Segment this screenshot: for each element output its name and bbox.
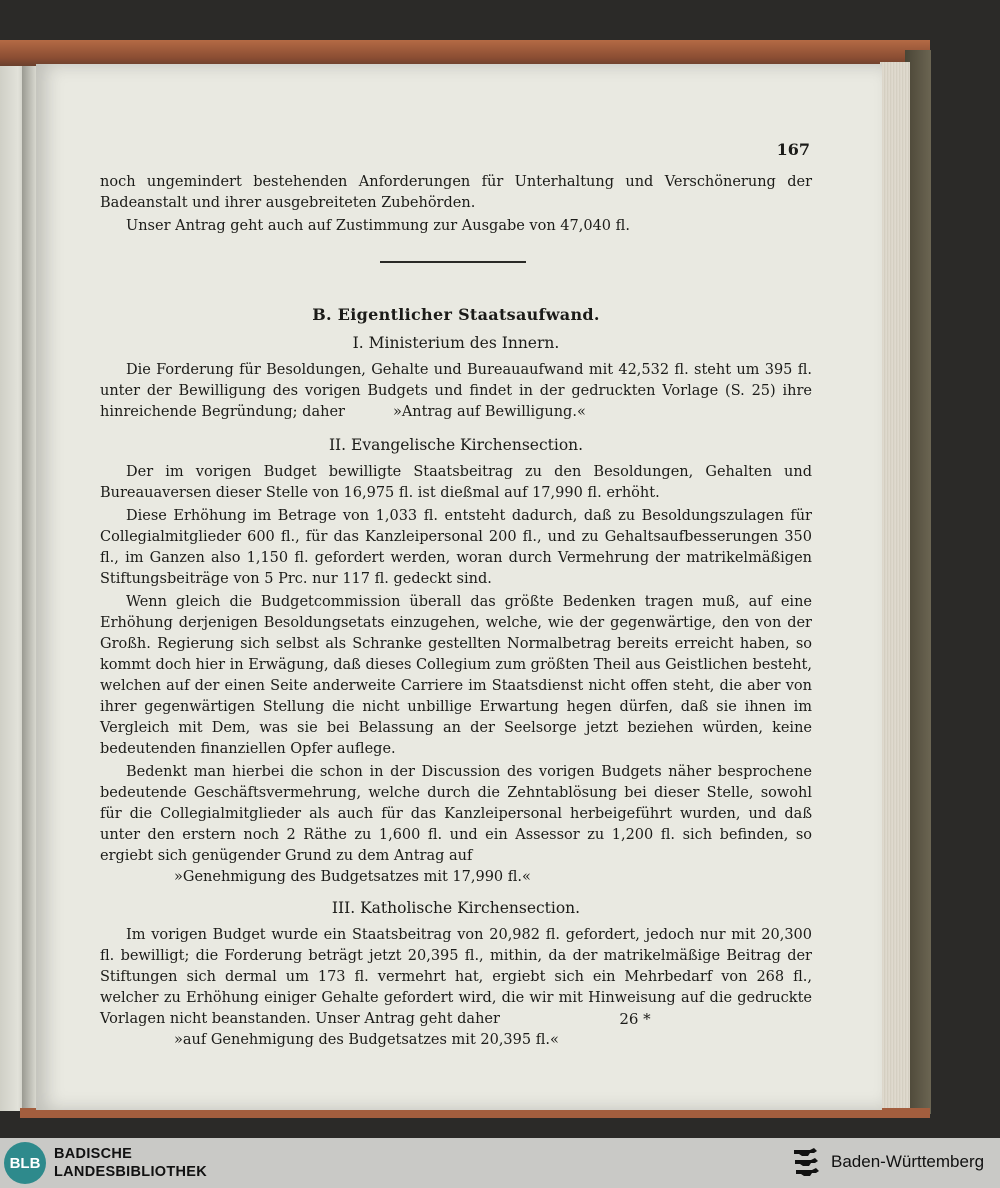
section-3-motion: »auf Genehmigung des Budgetsatzes mit 20,395 fl.« [174, 1032, 559, 1048]
main-block [100, 304, 812, 1051]
library-name[interactable] [54, 1145, 207, 1181]
library-name-line1: BADISCHE [54, 1146, 133, 1162]
footer-bar [0, 1138, 1000, 1188]
section-b-heading: B. Eigentlicher Staatsaufwand. [312, 305, 600, 324]
section-1-motion: »Antrag auf Bewilligung.« [392, 404, 586, 420]
section-3-paragraph: Im vorigen Budget wurde ein Staatsbeitrag von 20,982 fl. gefordert, jedoch nur mit 20,300 fl. bewilligt; die Forderung beträgt jetzt 20,395 fl., mithin, da der matrikelmäßige Beitrag der Stiftungen sich dermal um 173 fl. vermehrt hat, ergiebt sich ein Mehrbedarf von 268 fl., welcher zu Erhöhung einiger Gehalte gefordert wird, die wir mit Hinweisung auf die gedruckte Vorlagen nicht beanstanden. Unser Antrag geht daher [100, 927, 812, 1027]
intro-block [100, 172, 812, 237]
intro-proposal: Unser Antrag geht auch auf Zustimmung zur Ausgabe von 47,040 fl. [126, 218, 630, 234]
lions-crest-icon [792, 1146, 822, 1180]
state-name[interactable]: Baden-Württemberg [831, 1152, 985, 1171]
book-gutter [22, 66, 36, 1111]
page-stack-edges [880, 62, 910, 1112]
section-2-motion: »Genehmigung des Budgetsatzes mit 17,990 fl.« [174, 869, 531, 885]
intro-paragraph: noch ungemindert bestehenden Anforderungen für Unterhaltung und Verschönerung der Badeanstalt und ihrer ausgebreiteten Zubehörden. [100, 174, 812, 211]
section-1-paragraph [100, 360, 812, 423]
section-2-paragraph-3: Wenn gleich die Budgetcommission überall das größte Bedenken tragen muß, auf eine Erhöhung derjenigen Besoldungsetats einzugehen, welche, wie der gegenwärtige, den von der Großh. Regierung sich selbst als Schranke gestellten Normalbetrag bereits erreicht haben, so kommt doch hier in Erwägung, daß dieses Collegium zum größten Theil aus Geistlichen besteht, welchen auf der einen Seite anderweite Carriere im Staatsdienst nicht offen steht, die aber von ihrer gegenwärtigen Stellung die nicht unbillige Erwartung hegen dürfen, daß sie ihnen im Vergleich mit Dem, was sie bei Belassung an der Seelsorge jetzt beziehen würden, keine bedeutenden finanziellen Opfer auflege. [100, 594, 812, 757]
section-3-title: III. Katholische Kirchensection. [331, 899, 581, 917]
section-1-title: I. Ministerium des Innern. [352, 334, 560, 352]
section-2-paragraph-1: Der im vorigen Budget bewilligte Staatsbeitrag zu den Besoldungen, Gehalten und Bureauaversen dieser Stelle von 16,975 fl. ist dießmal auf 17,990 fl. erhöht. [100, 464, 812, 501]
signature-mark: 26 * [619, 1010, 651, 1028]
library-name-line2: LANDESBIBLIOTHEK [54, 1164, 208, 1180]
section-2-paragraph-4: Bedenkt man hierbei die schon in der Discussion des vorigen Budgets näher besprochene bedeutende Geschäftsvermehrung, welche durch die Zehntablösung bei dieser Stelle, sowohl für die Collegialmitglieder als auch für das Kanzleipersonal herbeigeführt wurden, und daß unter den erstern noch 2 Räthe zu 1,600 fl. und ein Assessor zu 1,200 fl. sich befinden, so ergiebt sich genügender Grund zu dem Antrag auf [100, 764, 812, 864]
section-2-title: II. Evangelische Kirchensection. [328, 436, 584, 454]
section-2-paragraph-2: Diese Erhöhung im Betrage von 1,033 fl. entsteht dadurch, daß zu Besoldungszulagen für Collegialmitglieder 600 fl., für das Kanzleipersonal 200 fl., und zu Gehaltsaufbesserungen 350 fl., im Ganzen also 1,150 fl. gefordert werden, woran durch Vermehrung der matrikelmäßigen Stiftungsbeiträge von 5 Prc. nur 117 fl. gedeckt sind. [100, 508, 812, 587]
page-number: 167 [776, 140, 810, 159]
section-divider [380, 261, 526, 263]
blb-logo-icon[interactable]: BLB [4, 1142, 46, 1184]
section-1-text: Die Forderung für Besoldungen, Gehalte und Bureauaufwand mit 42,532 fl. steht um 395 fl. unter der Bewilligung des vorigen Budgets und findet in der gedruckten Vorlage (S. 25) ihre hinreichende Begründung; daher [100, 362, 812, 420]
